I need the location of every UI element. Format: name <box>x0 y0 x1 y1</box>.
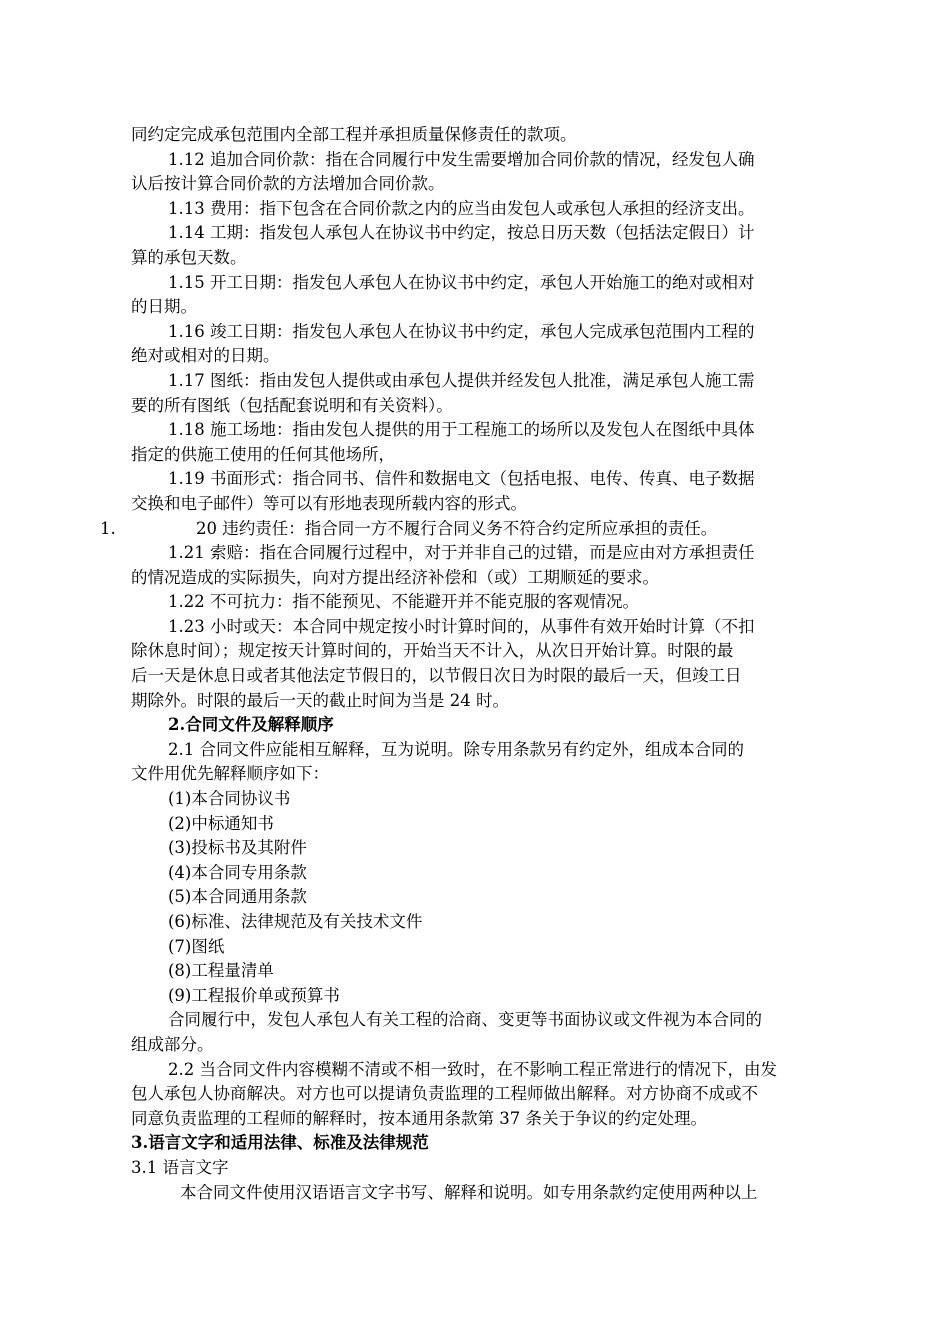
paragraph-line: 2.1 合同文件应能相互解释，互为说明。除专用条款另有约定外，组成本合同的 <box>168 739 744 759</box>
paragraph-line: 1.18 施工场地：指由发包人提供的用于工程施工的场所以及发包人在图纸中具体 <box>168 420 755 440</box>
paragraph-line: (7)图纸 <box>168 936 225 956</box>
paragraph-line: 1.23 小时或天：本合同中规定按小时计算时间的，从事件有效开始时计算（不扣 <box>168 616 755 636</box>
paragraph-line: (8)工程量清单 <box>168 961 274 981</box>
paragraph-line: 2.2 当合同文件内容模糊不清或不相一致时，在不影响工程正常进行的情况下，由发 <box>168 1059 777 1079</box>
paragraph-line: 1.16 竣工日期：指发包人承包人在协议书中约定，承包人完成承包范围内工程的 <box>168 321 755 341</box>
paragraph-line: 1.17 图纸：指由发包人提供或由承包人提供并经发包人批准，满足承包人施工需 <box>168 370 755 390</box>
paragraph-line: 本合同文件使用汉语语言文字书写、解释和说明。如专用条款约定使用两种以上 <box>180 1182 758 1202</box>
paragraph-line: (5)本合同通用条款 <box>168 887 307 907</box>
paragraph-line: 除休息时间）；规定按天计算时间的，开始当天不计入，从次日开始计算。时限的最 <box>131 641 734 661</box>
paragraph-line: 交换和电子邮件）等可以有形地表现所载内容的形式。 <box>131 493 527 513</box>
paragraph-line: 期除外。时限的最后一天的截止时间为当是 24 时。 <box>131 690 509 710</box>
paragraph-line: 1.14 工期：指发包人承包人在协议书中约定，按总日历天数（包括法定假日）计 <box>168 223 755 243</box>
paragraph-line: 绝对或相对的日期。 <box>131 346 280 366</box>
paragraph-line: 同意负责监理的工程师的解释时，按本通用条款第 37 条关于争议的约定处理。 <box>131 1108 707 1128</box>
paragraph-line: 认后按计算合同价款的方法增加合同价款。 <box>131 174 445 194</box>
paragraph-line: 文件用优先解释顺序如下： <box>131 764 329 784</box>
paragraph-line: (9)工程报价单或预算书 <box>168 985 340 1005</box>
paragraph-line: 1.15 开工日期：指发包人承包人在协议书中约定，承包人开始施工的绝对或相对 <box>168 272 755 292</box>
paragraph-line: 1.12 追加合同价款：指在合同履行中发生需要增加合同价款的情况，经发包人确 <box>168 149 755 169</box>
paragraph-line: 1.13 费用：指下包含在合同价款之内的应当由发包人或承包人承担的经济支出。 <box>168 198 755 218</box>
paragraph-line: 指定的供施工使用的任何其他场所， <box>131 444 395 464</box>
section-heading: 2.合同文件及解释顺序 <box>168 715 334 735</box>
paragraph-line: 1.21 索赔：指在合同履行过程中，对于并非自己的过错，而是应由对方承担责任 <box>168 543 755 563</box>
paragraph-line: 后一天是休息日或者其他法定节假日的，以节假日次日为时限的最后一天，但竣工日 <box>131 666 742 686</box>
paragraph-line: 同约定完成承包范围内全部工程并承担质量保修责任的款项。 <box>131 125 577 144</box>
paragraph-line: (1)本合同协议书 <box>168 789 291 809</box>
paragraph-line: (6)标准、法律规范及有关技术文件 <box>168 912 423 931</box>
section-heading: 3.语言文字和适用法律、标准及法律规范 <box>131 1133 429 1153</box>
paragraph-line: 包人承包人协商解决。对方也可以提请负责监理的工程师做出解释。对方协商不成或不 <box>131 1084 758 1104</box>
paragraph-line: (3)投标书及其附件 <box>168 838 307 858</box>
paragraph-line: 的日期。 <box>131 297 197 317</box>
numbered-paragraph <box>100 517 843 542</box>
paragraph-text: 20 违约责任：指合同一方不履行合同义务不符合约定所应承担的责任。 <box>196 518 718 538</box>
paragraph-line: 合同履行中，发包人承包人有关工程的洽商、变更等书面协议或文件视为本合同的 <box>168 1010 762 1030</box>
list-number: 1. <box>100 518 116 538</box>
paragraph-line: 的情况造成的实际损失，向对方提出经济补偿和（或）工期顺延的要求。 <box>131 567 659 587</box>
document-body <box>100 123 843 1205</box>
paragraph-line: 要的所有图纸（包括配套说明和有关资料）。 <box>131 395 453 415</box>
paragraph-line: 1.19 书面形式：指合同书、信件和数据电文（包括电报、电传、传真、电子数据 <box>168 469 755 489</box>
paragraph-line: 组成部分。 <box>131 1034 214 1054</box>
paragraph-line: 算的承包天数。 <box>131 247 247 267</box>
paragraph-line: 3.1 语言文字 <box>131 1157 229 1177</box>
paragraph-line: 1.22 不可抗力：指不能预见、不能避开并不能克服的客观情况。 <box>168 592 639 612</box>
paragraph-line: (2)中标通知书 <box>168 813 274 833</box>
paragraph-line: (4)本合同专用条款 <box>168 862 307 882</box>
